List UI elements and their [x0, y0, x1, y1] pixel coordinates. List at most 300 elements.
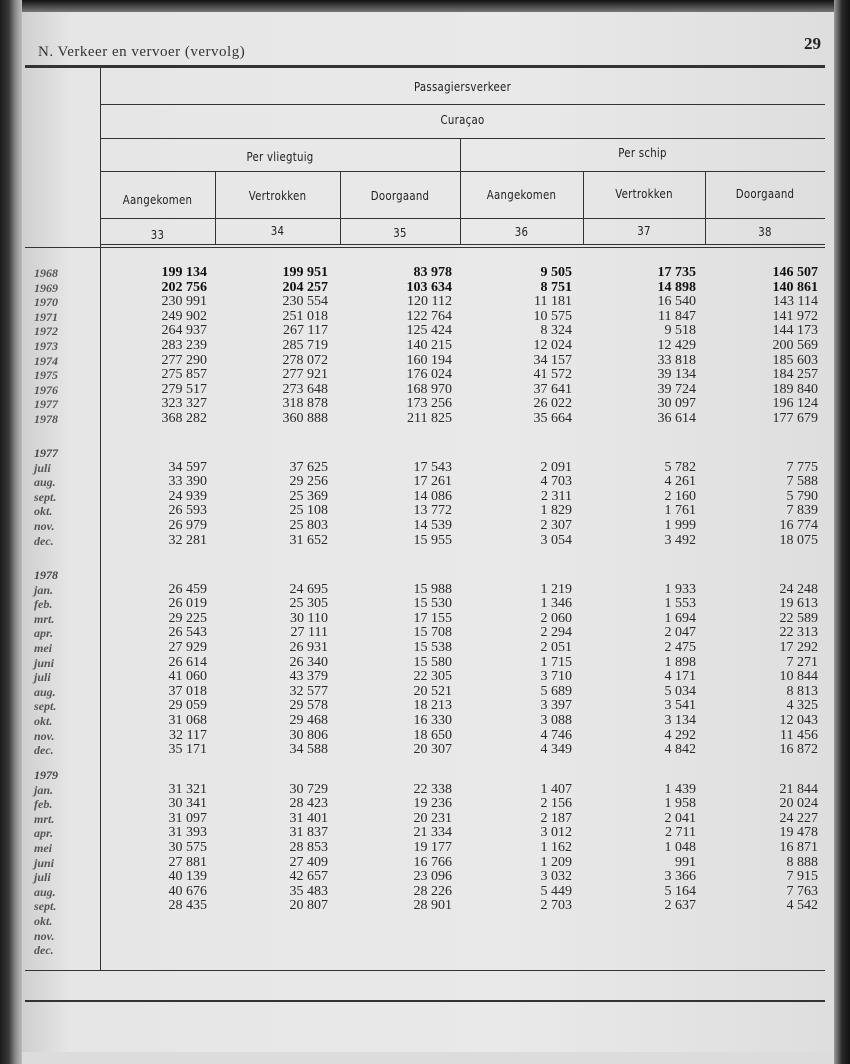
cell-col-33: 26 614: [168, 654, 207, 670]
cell-col-37: 1 898: [664, 654, 696, 670]
cell-col-35: 15 530: [413, 596, 452, 612]
cell-col-36: 3 710: [540, 669, 572, 685]
cell-col-35: 83 978: [413, 265, 452, 280]
cell-col-33: 279 517: [161, 381, 207, 397]
cell-col-35: 28 901: [413, 898, 452, 914]
table-row: [0, 899, 850, 914]
cell-col-35: 17 261: [413, 474, 452, 490]
table-row: [0, 856, 850, 871]
cell-col-35: 22 305: [413, 669, 452, 685]
cell-col-35: 173 256: [406, 396, 452, 412]
cell-col-33: 37 018: [168, 683, 207, 699]
cell-col-34: 34 588: [289, 742, 328, 758]
cell-col-33: 34 597: [168, 459, 207, 475]
row-label: mrt.: [34, 811, 55, 826]
cell-col-33: 199 134: [161, 265, 207, 280]
row-label: mrt.: [34, 611, 55, 626]
row-label: 1974: [34, 353, 58, 368]
cell-col-35: 16 330: [413, 712, 452, 728]
table-row: [0, 281, 850, 296]
cell-col-34: 30 110: [290, 610, 328, 626]
col-number: 33: [150, 228, 165, 242]
cell-col-38: 16 774: [779, 517, 818, 533]
cell-col-35: 211 825: [407, 410, 452, 426]
table-row: [0, 743, 850, 758]
cell-col-37: 5 782: [664, 459, 696, 475]
cell-col-37: 2 711: [665, 825, 696, 841]
cell-col-36: 10 575: [533, 308, 572, 324]
cell-col-36: 4 746: [540, 727, 572, 743]
cell-col-38: 7 763: [786, 883, 818, 899]
cell-col-34: 27 111: [290, 625, 328, 641]
cell-col-34: 267 117: [283, 323, 328, 339]
cell-col-33: 202 756: [161, 279, 207, 295]
cell-col-33: 275 857: [161, 367, 207, 383]
table-row: [0, 699, 850, 714]
table-row: [0, 826, 850, 841]
cell-col-37: 4 171: [664, 669, 696, 685]
cell-col-35: 15 580: [413, 654, 452, 670]
table-row: [0, 534, 850, 549]
cell-col-38: 8 888: [786, 854, 818, 870]
rule-header-bottom-2: [25, 247, 825, 248]
cell-col-33: 30 341: [168, 796, 207, 812]
cell-col-36: 3 012: [540, 825, 572, 841]
col-header: Doorgaand: [370, 189, 430, 203]
cell-col-38: 143 114: [773, 294, 818, 310]
cell-col-34: 43 379: [289, 669, 328, 685]
col-header: Vertrokken: [248, 189, 307, 203]
row-label: sept.: [34, 489, 57, 504]
cell-col-38: 22 313: [779, 625, 818, 641]
row-label: juli: [34, 460, 51, 475]
cell-col-35: 17 155: [413, 610, 452, 626]
year-label: 1979: [34, 768, 58, 782]
cell-col-37: 3 541: [664, 698, 696, 714]
cell-col-33: 230 991: [161, 294, 207, 310]
cell-col-36: 9 505: [540, 265, 572, 280]
row-label: juli: [34, 870, 51, 885]
cell-col-36: 37 641: [533, 381, 572, 397]
row-label: jan.: [34, 582, 54, 597]
row-label: okt.: [34, 913, 53, 928]
cell-col-37: 16 540: [657, 294, 696, 310]
cell-col-36: 5 449: [540, 883, 572, 899]
col-header: Doorgaand: [735, 187, 795, 201]
cell-col-35: 15 708: [413, 625, 452, 641]
table-row: [0, 841, 850, 856]
cell-col-33: 31 068: [168, 712, 207, 728]
cell-col-37: 36 614: [657, 410, 696, 426]
cell-col-34: 360 888: [282, 410, 328, 426]
row-label: dec.: [34, 943, 54, 958]
cell-col-34: 28 423: [289, 796, 328, 812]
cell-col-33: 27 881: [168, 854, 207, 870]
col-header: Vertrokken: [615, 187, 673, 201]
col-divider: [583, 171, 584, 244]
cell-col-37: 33 818: [657, 352, 696, 368]
cell-col-34: 277 921: [282, 367, 328, 383]
cell-col-36: 2 294: [540, 625, 572, 641]
row-label: dec.: [34, 533, 54, 548]
monthly-block-1978: [0, 568, 850, 758]
cell-col-34: 25 108: [289, 503, 328, 519]
cell-col-37: 9 518: [664, 323, 696, 339]
rule-colnames: [100, 218, 825, 219]
cell-col-35: 160 194: [406, 352, 452, 368]
cell-col-37: 2 041: [664, 810, 696, 826]
cell-col-35: 103 634: [406, 279, 452, 295]
cell-col-34: 42 657: [289, 869, 328, 885]
col-divider: [215, 171, 216, 244]
cell-col-35: 15 955: [413, 532, 452, 548]
mode-divider: [460, 138, 461, 244]
table-row: [0, 354, 850, 369]
table-row: [0, 461, 850, 476]
cell-col-35: 125 424: [406, 323, 452, 339]
cell-col-35: 20 231: [413, 810, 452, 826]
cell-col-35: 168 970: [406, 381, 452, 397]
cell-col-35: 176 024: [406, 367, 452, 383]
row-label: sept.: [34, 899, 57, 914]
header-per-plane: Per vliegtuig: [246, 150, 314, 164]
col-header: Aangekomen: [486, 188, 557, 202]
cell-col-35: 13 772: [413, 503, 452, 519]
cell-col-36: 34 157: [533, 352, 572, 368]
bottom-rule-thick: [25, 1000, 825, 1002]
cell-col-38: 7 915: [786, 869, 818, 885]
table-row: [0, 870, 850, 885]
table-row: [0, 324, 850, 339]
row-label: nov.: [34, 728, 55, 743]
cell-col-33: 26 593: [168, 503, 207, 519]
col-number: 37: [637, 224, 651, 238]
col-number: 38: [758, 225, 772, 239]
cell-col-36: 2 156: [540, 796, 572, 812]
table-row: [0, 670, 850, 685]
row-label: aug.: [34, 884, 56, 899]
cell-col-34: 30 806: [289, 727, 328, 743]
cell-col-34: 27 409: [289, 854, 328, 870]
cell-col-37: 1 439: [664, 781, 696, 797]
row-label: mei: [34, 640, 52, 655]
cell-col-34: 20 807: [289, 898, 328, 914]
cell-col-37: 4 842: [664, 742, 696, 758]
row-label: okt.: [34, 504, 53, 519]
cell-col-37: 1 048: [664, 839, 696, 855]
cell-col-33: 24 939: [168, 488, 207, 504]
table-row: [0, 943, 850, 958]
cell-col-38: 146 507: [772, 265, 818, 280]
rule-place: [100, 138, 825, 139]
cell-col-36: 1 162: [540, 839, 572, 855]
cell-col-38: 7 271: [786, 654, 818, 670]
cell-col-38: 5 790: [786, 488, 818, 504]
cell-col-37: 1 933: [664, 581, 696, 597]
table-row: [0, 383, 850, 398]
row-label: aug.: [34, 684, 56, 699]
row-label: feb.: [34, 597, 53, 612]
table-row: [0, 626, 850, 641]
cell-col-34: 230 554: [282, 294, 328, 310]
monthly-block-1979: [0, 768, 850, 958]
cell-col-33: 249 902: [161, 308, 207, 324]
cell-col-36: 11 181: [534, 294, 572, 310]
cell-col-34: 204 257: [282, 279, 328, 295]
cell-col-36: 3 397: [540, 698, 572, 714]
cell-col-33: 31 393: [168, 825, 207, 841]
row-label: jan.: [34, 782, 54, 797]
table-row: [0, 729, 850, 744]
table-row: [0, 368, 850, 383]
cell-col-38: 19 478: [779, 825, 818, 841]
page-number: 29: [804, 34, 821, 53]
cell-col-38: 12 043: [779, 712, 818, 728]
cell-col-37: 3 492: [664, 532, 696, 548]
cell-col-34: 26 931: [289, 639, 328, 655]
cell-col-34: 25 305: [289, 596, 328, 612]
cell-col-38: 185 603: [772, 352, 818, 368]
cell-col-36: 2 051: [540, 639, 572, 655]
cell-col-36: 1 829: [540, 503, 572, 519]
row-label: feb.: [34, 797, 53, 812]
cell-col-37: 4 261: [664, 474, 696, 490]
col-number: 35: [393, 226, 407, 240]
row-label: dec.: [34, 743, 54, 758]
cell-col-35: 14 539: [413, 517, 452, 533]
cell-col-36: 41 572: [533, 367, 572, 383]
table-row: [0, 490, 850, 505]
cell-col-36: 26 022: [533, 396, 572, 412]
cell-col-36: 2 307: [540, 517, 572, 533]
cell-col-34: 25 369: [289, 488, 328, 504]
cell-col-35: 17 543: [413, 459, 452, 475]
cell-col-33: 40 676: [168, 883, 207, 899]
cell-col-37: 39 134: [657, 367, 696, 383]
cell-col-36: 1 346: [540, 596, 572, 612]
row-label: aug.: [34, 475, 56, 490]
header-group: Passagiersverkeer: [413, 80, 512, 94]
table-row: [0, 685, 850, 700]
table-row: [0, 797, 850, 812]
cell-col-33: 31 097: [168, 810, 207, 826]
cell-col-34: 318 878: [282, 396, 328, 412]
cell-col-36: 3 054: [540, 532, 572, 548]
cell-col-35: 22 338: [413, 781, 452, 797]
cell-col-35: 15 538: [413, 639, 452, 655]
cell-col-36: 5 689: [540, 683, 572, 699]
row-label: 1969: [34, 280, 58, 295]
table-row: [0, 266, 850, 281]
cell-col-36: 2 091: [540, 459, 572, 475]
monthly-block-1977: [0, 446, 850, 548]
row-label: juni: [34, 855, 55, 870]
table-row: [0, 812, 850, 827]
cell-col-33: 29 059: [168, 698, 207, 714]
cell-col-33: 368 282: [161, 410, 207, 426]
cell-col-33: 32 117: [169, 727, 207, 743]
cell-col-35: 21 334: [413, 825, 452, 841]
annual-rows: [0, 266, 850, 427]
header-per-ship: Per schip: [618, 146, 667, 160]
cell-col-38: 11 456: [780, 727, 818, 743]
cell-col-33: 264 937: [161, 323, 207, 339]
cell-col-33: 27 929: [168, 639, 207, 655]
table-row: [0, 783, 850, 798]
year-label: 1977: [34, 446, 58, 460]
table-row: [0, 310, 850, 325]
table-row: [0, 641, 850, 656]
cell-col-34: 251 018: [282, 308, 328, 324]
row-label: apr.: [34, 826, 54, 841]
row-label: 1976: [34, 382, 58, 397]
row-label: 1975: [34, 368, 58, 383]
cell-col-38: 20 024: [779, 796, 818, 812]
cell-col-34: 30 729: [289, 781, 328, 797]
col-number: 36: [514, 225, 529, 239]
cell-col-38: 7 839: [786, 503, 818, 519]
cell-col-36: 8 751: [540, 279, 572, 295]
header-place: Curaçao: [440, 113, 485, 127]
cell-col-38: 4 325: [786, 698, 818, 714]
cell-col-34: 25 803: [289, 517, 328, 533]
cell-col-33: 30 575: [168, 839, 207, 855]
cell-col-33: 277 290: [161, 352, 207, 368]
cell-col-37: 1 958: [664, 796, 696, 812]
cell-col-33: 283 239: [161, 337, 207, 353]
cell-col-37: 2 047: [664, 625, 696, 641]
row-label: 1971: [34, 309, 58, 324]
cell-col-37: 2 160: [664, 488, 696, 504]
cell-col-38: 141 972: [772, 308, 818, 324]
table-row: [0, 397, 850, 412]
table-row: [0, 714, 850, 729]
cell-col-35: 19 177: [413, 839, 452, 855]
table-row: [0, 929, 850, 944]
table-row: [0, 656, 850, 671]
rule-mode: [100, 171, 825, 172]
cell-col-34: 32 577: [289, 683, 328, 699]
cell-col-34: 24 695: [289, 581, 328, 597]
row-label: apr.: [34, 626, 54, 641]
table-row: [0, 583, 850, 598]
cell-col-37: 17 735: [657, 265, 696, 280]
row-label: mei: [34, 840, 52, 855]
cell-col-36: 2 187: [540, 810, 572, 826]
cell-col-33: 41 060: [168, 669, 207, 685]
cell-col-35: 23 096: [413, 869, 452, 885]
cell-col-38: 189 840: [772, 381, 818, 397]
cell-col-35: 120 112: [407, 294, 452, 310]
col-number: 34: [270, 224, 285, 238]
cell-col-37: 2 475: [664, 639, 696, 655]
cell-col-37: 12 429: [657, 337, 696, 353]
section-title: N. Verkeer en vervoer (vervolg): [38, 44, 246, 60]
row-label: 1968: [34, 266, 58, 280]
col-divider: [705, 171, 706, 244]
cell-col-34: 199 951: [282, 265, 328, 280]
cell-col-38: 7 588: [786, 474, 818, 490]
cell-col-36: 12 024: [533, 337, 572, 353]
cell-col-37: 5 034: [664, 683, 696, 699]
cell-col-34: 31 837: [289, 825, 328, 841]
cell-col-34: 31 652: [289, 532, 328, 548]
cell-col-33: 28 435: [168, 898, 207, 914]
row-label: 1972: [34, 324, 58, 339]
row-label: juni: [34, 655, 55, 670]
table-row: [0, 412, 850, 427]
cell-col-38: 184 257: [772, 367, 818, 383]
row-label: juli: [34, 670, 51, 685]
cell-col-36: 1 715: [540, 654, 572, 670]
cell-col-37: 14 898: [657, 279, 696, 295]
top-rule: [25, 65, 825, 68]
cell-col-38: 7 775: [786, 459, 818, 475]
cell-col-34: 28 853: [289, 839, 328, 855]
cell-col-36: 4 349: [540, 742, 572, 758]
row-label: sept.: [34, 699, 57, 714]
cell-col-35: 19 236: [413, 796, 452, 812]
cell-col-34: 26 340: [289, 654, 328, 670]
cell-col-38: 22 589: [779, 610, 818, 626]
cell-col-37: 1 553: [664, 596, 696, 612]
cell-col-38: 17 292: [779, 639, 818, 655]
cell-col-35: 18 213: [413, 698, 452, 714]
cell-col-37: 3 134: [664, 712, 696, 728]
cell-col-37: 5 164: [664, 883, 696, 899]
cell-col-35: 14 086: [413, 488, 452, 504]
cell-col-33: 32 281: [168, 532, 207, 548]
cell-col-38: 24 248: [779, 581, 818, 597]
rule-header-bottom: [100, 244, 825, 245]
row-label: okt.: [34, 713, 53, 728]
cell-col-33: 35 171: [168, 742, 207, 758]
scan-top-edge: [0, 0, 850, 12]
cell-col-35: 140 215: [406, 337, 452, 353]
cell-col-37: 3 366: [664, 869, 696, 885]
cell-col-36: 2 703: [540, 898, 572, 914]
cell-col-34: 31 401: [289, 810, 328, 826]
cell-col-35: 122 764: [406, 308, 452, 324]
cell-col-33: 40 139: [168, 869, 207, 885]
cell-col-34: 29 256: [289, 474, 328, 490]
cell-col-36: 1 209: [540, 854, 572, 870]
row-label: nov.: [34, 928, 55, 943]
cell-col-33: 29 225: [168, 610, 207, 626]
cell-col-38: 10 844: [779, 669, 818, 685]
cell-col-37: 2 637: [664, 898, 696, 914]
cell-col-38: 177 679: [772, 410, 818, 426]
row-label: 1978: [34, 411, 58, 426]
cell-col-34: 35 483: [289, 883, 328, 899]
row-label: 1973: [34, 338, 58, 353]
cell-col-38: 200 569: [772, 337, 818, 353]
cell-col-35: 20 307: [413, 742, 452, 758]
col-divider: [340, 171, 341, 244]
cell-col-35: 16 766: [413, 854, 452, 870]
row-label: nov.: [34, 518, 55, 533]
cell-col-33: 33 390: [168, 474, 207, 490]
year-label: 1978: [34, 568, 58, 582]
cell-col-38: 144 173: [772, 323, 818, 339]
cell-col-36: 8 324: [540, 323, 572, 339]
cell-col-38: 16 872: [779, 742, 818, 758]
cell-col-37: 11 847: [658, 308, 696, 324]
cell-col-37: 1 694: [664, 610, 696, 626]
cell-col-36: 4 703: [540, 474, 572, 490]
cell-col-34: 29 468: [289, 712, 328, 728]
cell-col-38: 140 861: [772, 279, 818, 295]
